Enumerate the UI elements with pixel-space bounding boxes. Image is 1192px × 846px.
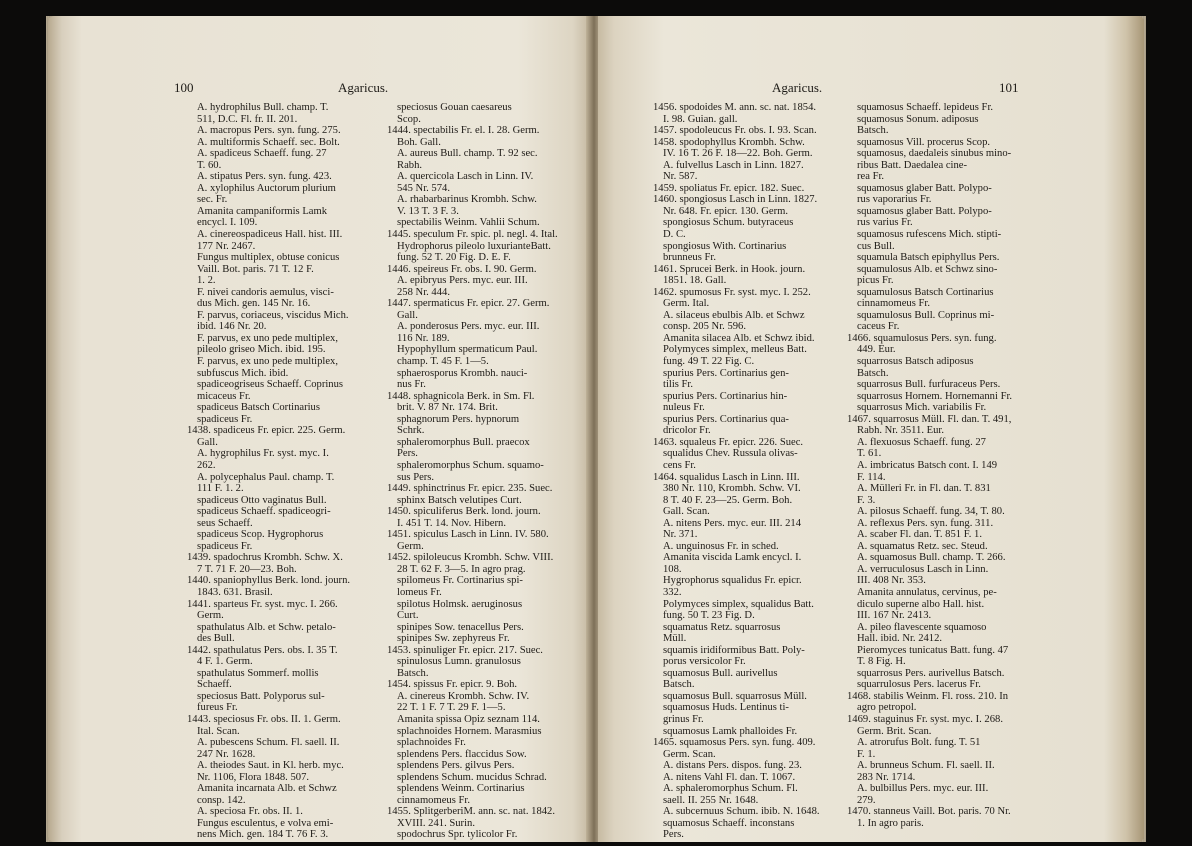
- synonym-line: 7 T. 71 F. 20—23. Boh.: [197, 563, 297, 575]
- synonym-line: 177 Nr. 2467.: [197, 240, 256, 252]
- synonym-line: A. brunneus Schum. Fl. saell. II.: [857, 760, 995, 772]
- synonym-line: 108.: [663, 563, 682, 575]
- synonym-line: splachnoides Fr.: [397, 737, 466, 749]
- synonym-line: A. hydrophilus Bull. champ. T.: [197, 102, 329, 113]
- synonym-line: 545 Nr. 574.: [397, 182, 450, 194]
- synonym-line: Nr. 371.: [663, 529, 698, 541]
- synonym-line: spodochrus Spr. tylicolor Fr.: [397, 829, 518, 841]
- synonym-line: squamosus Bull. squarrosus Müll.: [663, 690, 807, 702]
- synonym-line: 116 Nr. 189.: [397, 332, 450, 344]
- synonym-line: cus Bull.: [857, 240, 895, 252]
- synonym-line: spongiosus With. Cortinarius: [663, 240, 787, 252]
- synonym-line: A. unguinosus Fr. in sched.: [663, 540, 779, 552]
- synonym-line: squalidus Chev. Russula olivas-: [663, 448, 798, 460]
- index-entry: 1462. spumosus Fr. syst. myc. I. 252.: [653, 286, 811, 298]
- synonym-line: spurius Pers. Cortinarius qua-: [663, 413, 789, 425]
- synonym-line: Curt.: [397, 610, 419, 622]
- synonym-line: 247 Nr. 1628.: [197, 748, 256, 760]
- synonym-line: Gall. Scan.: [663, 506, 710, 518]
- synonym-line: porus versicolor Fr.: [663, 656, 746, 668]
- synonym-line: squarrosus Batsch adiposus: [857, 356, 974, 368]
- synonym-line: A. verruculosus Lasch in Linn.: [857, 563, 989, 575]
- synonym-line: Schaeff.: [197, 679, 232, 691]
- synonym-line: des Bull.: [197, 633, 235, 645]
- synonym-line: A. quercicola Lasch in Linn. IV.: [397, 171, 534, 183]
- synonym-line: Amanita annulatus, cervinus, pe-: [857, 586, 997, 598]
- synonym-line: cens Fr.: [663, 459, 696, 471]
- synonym-line: A. pileo flavescente squamoso: [857, 621, 987, 633]
- synonym-line: Müll.: [663, 633, 687, 645]
- synonym-line: Pers.: [663, 829, 684, 841]
- synonym-line: nuleus Fr.: [663, 402, 705, 414]
- synonym-line: squamosus, daedaleis sinubus mino-: [857, 148, 1012, 160]
- synonym-line: spectabilis Weinm. Vahlii Schum.: [397, 217, 540, 229]
- index-entry: 1469. staguinus Fr. syst. myc. I. 268.: [847, 713, 1003, 725]
- synonym-line: spathulatus Sommerf. mollis: [197, 667, 319, 679]
- synonym-line: Pieromyces tunicatus Batt. fung. 47: [857, 644, 1009, 656]
- synonym-line: A. spadiceus Schaeff. fung. 27: [197, 148, 327, 160]
- synonym-line: rea Fr.: [857, 171, 885, 183]
- right-running-head: Agaricus.: [772, 80, 823, 95]
- left-page: [48, 16, 590, 842]
- synonym-line: Amanita campaniformis Lamk: [197, 205, 328, 217]
- synonym-line: Amanita spissa Opiz seznam 114.: [397, 713, 540, 725]
- synonym-line: Batsch.: [857, 125, 889, 137]
- index-entry: 1453. spinuliger Fr. epicr. 217. Suec.: [387, 644, 543, 656]
- synonym-line: A. hygrophilus Fr. syst. myc. I.: [197, 448, 329, 460]
- synonym-line: spadiceus Fr.: [197, 540, 253, 552]
- synonym-line: spadiceus Batsch Cortinarius: [197, 402, 320, 414]
- index-entry: 1468. stabilis Weinm. Fl. ross. 210. In: [847, 690, 1009, 702]
- open-book: [48, 16, 1144, 842]
- synonym-line: F. parvus, ex uno pede multiplex,: [197, 332, 338, 344]
- synonym-line: I. 98. Guian. gall.: [663, 113, 738, 125]
- index-entry: 1444. spectabilis Fr. el. I. 28. Germ.: [387, 125, 540, 137]
- synonym-line: pileolo griseo Mich. ibid. 195.: [197, 344, 326, 356]
- index-entry: 1457. spodoleucus Fr. obs. I. 93. Scan.: [653, 125, 817, 137]
- synonym-line: A. imbricatus Batsch cont. I. 149: [857, 459, 998, 471]
- synonym-line: spadiceus Fr.: [197, 413, 253, 425]
- synonym-line: A. silaceus ebulbis Alb. et Schwz: [663, 309, 805, 321]
- synonym-line: Fungus esculentus, e volva emi-: [197, 817, 334, 829]
- synonym-line: A. stipatus Pers. syn. fung. 423.: [197, 171, 332, 183]
- left-page-column-1: [187, 102, 377, 841]
- synonym-line: F. 3.: [857, 494, 876, 506]
- synonym-line: consp. 142.: [197, 794, 246, 806]
- left-page-number: 100: [174, 80, 194, 95]
- synonym-line: 449. Eur.: [857, 344, 896, 356]
- index-entry: 1463. squaleus Fr. epicr. 226. Suec.: [653, 436, 804, 448]
- synonym-line: squarrosus Pers. aurivellus Batsch.: [857, 667, 1005, 679]
- synonym-line: Fungus multiplex, obtuse conicus: [197, 252, 340, 264]
- synonym-line: Germ.: [197, 610, 224, 622]
- synonym-line: consp. 205 Nr. 596.: [663, 321, 746, 333]
- synonym-line: squamosus glaber Batt. Polypo-: [857, 182, 992, 194]
- synonym-line: 22 T. 1 F. 7 T. 29 F. 1—5.: [397, 702, 506, 714]
- synonym-line: rus varius Fr.: [857, 217, 913, 229]
- synonym-line: A. rhabarbarinus Krombh. Schw.: [397, 194, 537, 206]
- synonym-line: micaceus Fr.: [197, 390, 251, 402]
- synonym-line: lomeus Fr.: [397, 586, 442, 598]
- synonym-line: Amanita silacea Alb. et Schwz ibid.: [663, 332, 815, 344]
- index-entry: 1459. spoliatus Fr. epicr. 182. Suec.: [653, 182, 805, 194]
- synonym-line: squamulosus Bull. Coprinus mi-: [857, 309, 995, 321]
- synonym-line: A. aureus Bull. champ. T. 92 sec.: [397, 148, 538, 160]
- synonym-line: spinipes Sw. zephyreus Fr.: [397, 633, 510, 645]
- synonym-line: squamosus Schaeff. lepideus Fr.: [857, 102, 994, 113]
- index-entry: 1460. spongiosus Lasch in Linn. 1827.: [653, 194, 818, 206]
- synonym-line: dus Mich. gen. 145 Nr. 16.: [197, 298, 311, 310]
- synonym-line: 111 F. 1. 2.: [197, 483, 244, 495]
- synonym-line: A. Mülleri Fr. in Fl. dan. T. 831: [857, 483, 991, 495]
- index-entry: 1440. spaniophyllus Berk. lond. journ.: [187, 575, 351, 587]
- synonym-line: T. 60.: [197, 159, 222, 171]
- synonym-line: squamosus rufescens Mich. stipti-: [857, 229, 1002, 241]
- index-entry: 1467. squarrosus Müll. Fl. dan. T. 491,: [847, 413, 1012, 425]
- synonym-line: cinnamomeus Fr.: [397, 794, 470, 806]
- synonym-line: Boh. Gall.: [397, 136, 441, 148]
- synonym-line: seus Schaeff.: [197, 517, 253, 529]
- synonym-line: Pers.: [397, 448, 418, 460]
- synonym-line: speciosus Gouan caesareus: [397, 102, 512, 113]
- synonym-line: Germ. Scan.: [663, 748, 716, 760]
- synonym-line: Nr. 648. Fr. epicr. 130. Germ.: [663, 205, 789, 217]
- synonym-line: splachnoides Hornem. Marasmius: [397, 725, 542, 737]
- synonym-line: 380 Nr. 110, Krombh. Schw. VI.: [663, 483, 801, 495]
- synonym-line: squamosus Bull. aurivellus: [663, 667, 778, 679]
- synonym-line: sec. Fr.: [197, 194, 228, 206]
- synonym-line: Gall.: [397, 309, 418, 321]
- synonym-line: I. 451 T. 14. Nov. Hibern.: [397, 517, 506, 529]
- right-page-column-1: [653, 102, 858, 841]
- synonym-line: Gall.: [197, 436, 218, 448]
- index-entry: 1470. stanneus Vaill. Bot. paris. 70 Nr.: [847, 806, 1011, 818]
- synonym-line: squamatus Retz. squarrosus: [663, 621, 781, 633]
- synonym-line: spongiosus Schum. butyraceus: [663, 217, 794, 229]
- synonym-line: Nr. 587.: [663, 171, 698, 183]
- synonym-line: Rabh. Nr. 3511. Eur.: [857, 425, 944, 437]
- synonym-line: A. pilosus Schaeff. fung. 34, T. 80.: [857, 506, 1005, 518]
- synonym-line: nens Mich. gen. 184 T. 76 F. 3.: [197, 829, 329, 841]
- synonym-line: A. nitens Vahl Fl. dan. T. 1067.: [663, 771, 796, 783]
- synonym-line: spadiceus Otto vaginatus Bull.: [197, 494, 327, 506]
- index-entry: 1452. spiloleucus Krombh. Schw. VIII.: [387, 552, 554, 564]
- index-entry: 1458. spodophyllus Krombh. Schw.: [653, 136, 805, 148]
- synonym-line: Germ. Ital.: [663, 298, 710, 310]
- index-entry: 1448. sphagnicola Berk. in Sm. Fl.: [387, 390, 535, 402]
- synonym-line: dricolor Fr.: [663, 425, 711, 437]
- synonym-line: A. distans Pers. dispos. fung. 23.: [663, 760, 802, 772]
- synonym-line: F. nivei candoris aemulus, visci-: [197, 286, 334, 298]
- synonym-line: III. 408 Nr. 353.: [857, 575, 926, 587]
- index-entry: 1439. spadochrus Krombh. Schw. X.: [187, 552, 343, 564]
- synonym-line: spurius Pers. Cortinarius gen-: [663, 367, 789, 379]
- synonym-line: 511, D.C. Fl. fr. II. 201.: [197, 113, 298, 125]
- synonym-line: spadiceus Scop. Hygrophorus: [197, 529, 324, 541]
- index-entry: 1446. speireus Fr. obs. I. 90. Germ.: [387, 263, 537, 275]
- synonym-line: spurius Pers. Cortinarius hin-: [663, 390, 788, 402]
- synonym-line: A. multiformis Schaeff. sec. Bolt.: [197, 136, 340, 148]
- synonym-line: A. speciosa Fr. obs. II. 1.: [197, 806, 303, 818]
- synonym-line: cinnamomeus Fr.: [857, 298, 930, 310]
- synonym-line: F. parvus, ex uno pede multiplex,: [197, 356, 338, 368]
- synonym-line: Polymyces simplex, melleus Batt.: [663, 344, 807, 356]
- index-entry: 1466. squamulosus Pers. syn. fung.: [847, 332, 997, 344]
- synonym-line: D. C.: [663, 229, 686, 241]
- synonym-line: A. bulbillus Pers. myc. eur. III.: [857, 783, 989, 795]
- synonym-line: Hall. ibid. Nr. 2412.: [857, 633, 943, 645]
- synonym-line: splendens Pers. gilvus Pers.: [397, 760, 515, 772]
- synonym-line: A. reflexus Pers. syn. fung. 311.: [857, 517, 994, 529]
- synonym-line: squamosus Vill. procerus Scop.: [857, 136, 991, 148]
- index-entry: 1442. spathulatus Pers. obs. I. 35 T.: [187, 644, 338, 656]
- synonym-line: sphaleromorphus Schum. squamo-: [397, 459, 544, 471]
- synonym-line: T. 61.: [857, 448, 882, 460]
- synonym-line: F. parvus, coriaceus, viscidus Mich.: [197, 309, 349, 321]
- index-entry: 1445. speculum Fr. spic. pl. negl. 4. Ital.: [387, 229, 558, 241]
- synonym-line: Ital. Scan.: [197, 725, 240, 737]
- synonym-line: 1. 2.: [197, 275, 216, 287]
- synonym-line: 258 Nr. 444.: [397, 286, 450, 298]
- index-entry: 1465. squamosus Pers. syn. fung. 409.: [653, 737, 816, 749]
- synonym-line: fung. 50 T. 23 Fig. D.: [663, 610, 755, 622]
- synonym-line: squamis iridiformibus Batt. Poly-: [663, 644, 805, 656]
- left-running-head: Agaricus.: [338, 80, 389, 95]
- synonym-line: A. epibryus Pers. myc. eur. III.: [397, 275, 528, 287]
- synonym-line: squamosus Lamk phalloides Fr.: [663, 725, 798, 737]
- synonym-line: splendens Schum. mucidus Schrad.: [397, 771, 547, 783]
- index-entry: 1455. SplitgerberiM. ann. sc. nat. 1842.: [387, 806, 556, 818]
- synonym-line: Hypophyllum spermaticum Paul.: [397, 344, 538, 356]
- right-page: [598, 16, 1144, 842]
- synonym-line: 1851. 18. Gall.: [663, 275, 727, 287]
- synonym-line: Hydrophorus pileolo luxurianteBatt.: [397, 240, 551, 252]
- synonym-line: squamulosus Alb. et Schwz sino-: [857, 263, 998, 275]
- synonym-line: squamosus Schaeff. inconstans: [663, 817, 795, 829]
- index-entry: 1454. spissus Fr. epicr. 9. Boh.: [387, 679, 518, 691]
- synonym-line: Schrk.: [397, 425, 425, 437]
- synonym-line: splendens Weinm. Cortinarius: [397, 783, 525, 795]
- synonym-line: champ. T. 45 F. 1—5.: [397, 356, 489, 368]
- index-entry: 1443. speciosus Fr. obs. II. 1. Germ.: [187, 713, 341, 725]
- synonym-line: sphaerosporus Krombh. nauci-: [397, 367, 528, 379]
- synonym-line: 279.: [857, 794, 876, 806]
- synonym-line: Amanita viscida Lamk encycl. I.: [663, 552, 802, 564]
- synonym-line: speciosus Batt. Polyporus sul-: [197, 690, 325, 702]
- synonym-line: spadiceus Schaeff. spadiceogri-: [197, 506, 331, 518]
- synonym-line: A. sphaleromorphus Schum. Fl.: [663, 783, 798, 795]
- synonym-line: F. 114.: [857, 471, 886, 483]
- synonym-line: squarrulosus Pers. lacerus Fr.: [857, 679, 981, 691]
- synonym-line: tilis Fr.: [663, 379, 694, 391]
- synonym-line: squamula Batsch epiphyllus Pers.: [857, 252, 1000, 264]
- synonym-line: XVIII. 241. Surin.: [397, 817, 475, 829]
- synonym-line: A. fulvellus Lasch in Linn. 1827.: [663, 159, 804, 171]
- synonym-line: Germ. Brit. Scan.: [857, 725, 932, 737]
- synonym-line: sphaleromorphus Bull. praecox: [397, 436, 530, 448]
- right-page-number: 101: [999, 80, 1019, 95]
- synonym-line: ribus Batt. Daedalea cine-: [857, 159, 968, 171]
- synonym-line: Scop.: [397, 113, 421, 125]
- synonym-line: 283 Nr. 1714.: [857, 771, 916, 783]
- synonym-line: 4 F. 1. Germ.: [197, 656, 253, 668]
- synonym-line: A. theiodes Saut. in Kl. herb. myc.: [197, 760, 344, 772]
- synonym-line: A. cinereospadiceus Hall. hist. III.: [197, 229, 343, 241]
- synonym-line: III. 167 Nr. 2413.: [857, 610, 932, 622]
- synonym-line: rus vaporarius Fr.: [857, 194, 932, 206]
- synonym-line: squamosus Huds. Lentinus ti-: [663, 702, 789, 714]
- synonym-line: squarrosus Hornem. Hornemanni Fr.: [857, 390, 1013, 402]
- synonym-line: 8 T. 40 F. 23—25. Germ. Boh.: [663, 494, 793, 506]
- synonym-line: A. nitens Pers. myc. eur. III. 214: [663, 517, 801, 529]
- synonym-line: 1843. 631. Brasil.: [197, 586, 273, 598]
- synonym-line: V. 13 T. 3 F. 3.: [397, 205, 459, 217]
- synonym-line: encycl. I. 109.: [197, 217, 258, 229]
- synonym-line: Batsch.: [397, 667, 429, 679]
- synonym-line: T. 8 Fig. H.: [857, 656, 906, 668]
- synonym-line: A. cinereus Krombh. Schw. IV.: [397, 690, 530, 702]
- synonym-line: A. polycephalus Paul. champ. T.: [197, 471, 335, 483]
- synonym-line: 332.: [663, 586, 682, 598]
- synonym-line: brunneus Fr.: [663, 252, 716, 264]
- synonym-line: squarrosus Mich. variabilis Fr.: [857, 402, 987, 414]
- synonym-line: Hygrophorus squalidus Fr. epicr.: [663, 575, 802, 587]
- synonym-line: splendens Pers. flaccidus Sow.: [397, 748, 527, 760]
- index-entry: 1438. spadiceus Fr. epicr. 225. Germ.: [187, 425, 346, 437]
- synonym-line: A. scaber Fl. dan. T. 851 F. 1.: [857, 529, 982, 541]
- synonym-line: Nr. 1106, Flora 1848. 507.: [197, 771, 310, 783]
- synonym-line: spilomeus Fr. Cortinarius spi-: [397, 575, 523, 587]
- synonym-line: F. 1.: [857, 748, 876, 760]
- index-entry: 1441. sparteus Fr. syst. myc. I. 266.: [187, 598, 338, 610]
- index-entry: 1451. spiculus Lasch in Linn. IV. 580.: [387, 529, 549, 541]
- synonym-line: grinus Fr.: [663, 713, 704, 725]
- synonym-line: saell. II. 255 Nr. 1648.: [663, 794, 759, 806]
- synonym-line: diculo superne albo Hall. hist.: [857, 598, 985, 610]
- synonym-line: nus Fr.: [397, 379, 426, 391]
- synonym-line: spadiceogriseus Schaeff. Coprinus: [197, 379, 344, 391]
- synonym-line: sus Pers.: [397, 471, 435, 483]
- synonym-line: spinulosus Lumn. granulosus: [397, 656, 521, 668]
- index-entry: 1449. sphinctrinus Fr. epicr. 235. Suec.: [387, 483, 553, 495]
- synonym-line: spilotus Holmsk. aeruginosus: [397, 598, 523, 610]
- synonym-line: sphagnorum Pers. hypnorum: [397, 413, 520, 425]
- synonym-line: 262.: [197, 459, 216, 471]
- synonym-line: ibid. 146 Nr. 20.: [197, 321, 267, 333]
- synonym-line: A. squamatus Retz. sec. Steud.: [857, 540, 988, 552]
- synonym-line: Germ.: [397, 540, 424, 552]
- synonym-line: squamosus Sonum. adiposus: [857, 113, 979, 125]
- synonym-line: spathulatus Alb. et Schw. petalo-: [197, 621, 336, 633]
- synonym-line: Polymyces simplex, squalidus Batt.: [663, 598, 814, 610]
- synonym-line: fung. 52 T. 20 Fig. D. E. F.: [397, 252, 511, 264]
- synonym-line: picus Fr.: [857, 275, 894, 287]
- synonym-line: A. flexuosus Schaeff. fung. 27: [857, 436, 986, 448]
- index-entry: 1450. spiculiferus Berk. lond. journ.: [387, 506, 541, 518]
- synonym-line: A. atrorufus Bolt. fung. T. 51: [857, 737, 981, 749]
- left-page-column-2: [387, 102, 579, 841]
- synonym-line: Rabh.: [397, 159, 423, 171]
- synonym-line: fureus Fr.: [197, 702, 238, 714]
- index-entry: 1464. squalidus Lasch in Linn. III.: [653, 471, 800, 483]
- synonym-line: 28 T. 62 F. 3—5. In agro prag.: [397, 563, 526, 575]
- synonym-line: Vaill. Bot. paris. 71 T. 12 F.: [197, 263, 314, 275]
- synonym-line: sphinx Batsch velutipes Curt.: [397, 494, 522, 506]
- synonym-line: Batsch.: [857, 367, 889, 379]
- synonym-line: Batsch.: [663, 679, 695, 691]
- synonym-line: squarrosus Bull. furfuraceus Pers.: [857, 379, 1001, 391]
- right-page-column-2: [847, 102, 1047, 829]
- synonym-line: squamosus glaber Batt. Polypo-: [857, 205, 992, 217]
- synonym-line: brit. V. 87 Nr. 174. Brit.: [397, 402, 498, 414]
- synonym-line: subfuscus Mich. ibid.: [197, 367, 289, 379]
- synonym-line: A. squamosus Bull. champ. T. 266.: [857, 552, 1006, 564]
- synonym-line: A. pubescens Schum. Fl. saell. II.: [197, 737, 340, 749]
- synonym-line: A. xylophilus Auctorum plurium: [197, 182, 336, 194]
- index-entry: 1456. spodoides M. ann. sc. nat. 1854.: [653, 102, 817, 113]
- synonym-line: caceus Fr.: [857, 321, 900, 333]
- synonym-line: A. macropus Pers. syn. fung. 275.: [197, 125, 341, 137]
- synonym-line: Amanita incarnata Alb. et Schwz: [197, 783, 337, 795]
- synonym-line: IV. 16 T. 26 F. 18—22. Boh. Germ.: [663, 148, 813, 160]
- synonym-line: A. ponderosus Pers. myc. eur. III.: [397, 321, 540, 333]
- synonym-line: 1. In agro paris.: [857, 817, 924, 829]
- synonym-line: fung. 49 T. 22 Fig. C.: [663, 356, 755, 368]
- synonym-line: squamulosus Batsch Cortinarius: [857, 286, 994, 298]
- synonym-line: spinipes Sow. tenacellus Pers.: [397, 621, 524, 633]
- synonym-line: A. subcernuus Schum. ibib. N. 1648.: [663, 806, 820, 818]
- synonym-line: agro petropol.: [857, 702, 917, 714]
- index-entry: 1461. Sprucei Berk. in Hook. journ.: [653, 263, 806, 275]
- index-entry: 1447. spermaticus Fr. epicr. 27. Germ.: [387, 298, 550, 310]
